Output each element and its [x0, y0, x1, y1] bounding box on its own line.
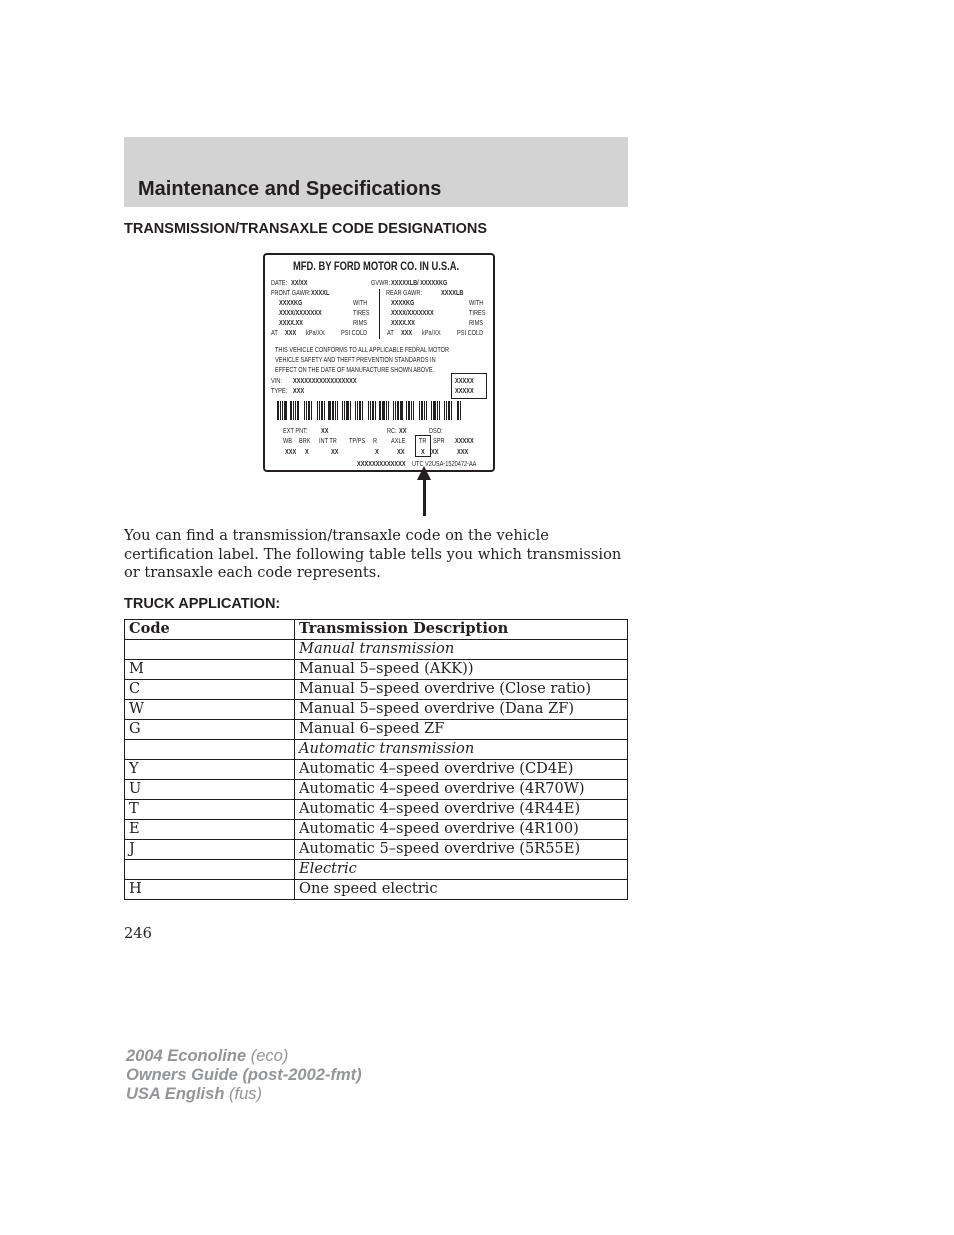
label-rc-label: RC: — [387, 426, 397, 435]
barcode-bar — [413, 401, 414, 420]
label-rear-psi-cold: PSI COLD — [457, 328, 484, 337]
footer-guide: Owners Guide (post-2002-fmt) — [126, 1066, 362, 1084]
table-cell-code: E — [125, 820, 295, 840]
label-code-brk: BRK — [299, 436, 311, 445]
barcode-bar — [328, 401, 331, 420]
table-cell-code: H — [125, 880, 295, 900]
label-value-axle: XX — [397, 447, 405, 456]
barcode-bar — [297, 401, 299, 420]
label-conformity-line-2: VEHICLE SAFETY AND THEFT PREVENTION STANDARDS IN — [275, 355, 436, 364]
table-row — [125, 780, 628, 800]
truck-application-heading: TRUCK APPLICATION: — [124, 596, 281, 612]
barcode-bar — [355, 401, 356, 420]
table-cell-code — [125, 860, 295, 880]
label-front-with: WITH — [353, 298, 368, 307]
label-front-kg: XXXXKG — [279, 298, 303, 307]
barcode-bar — [390, 401, 392, 420]
footer-line-2 — [126, 1066, 362, 1085]
document-footer — [126, 1047, 362, 1104]
transmission-code-table — [124, 619, 628, 900]
page-number: 246 — [124, 925, 152, 942]
barcode-bar — [370, 401, 371, 420]
barcode-bar — [439, 401, 440, 420]
barcode-bar — [359, 401, 361, 420]
label-value-xxxxx: XXX — [457, 447, 469, 456]
table-row — [125, 760, 628, 780]
label-type-value: XXX — [293, 386, 305, 395]
barcode-bar — [404, 401, 405, 420]
barcode-bar — [379, 401, 381, 420]
footer-line-3 — [126, 1085, 362, 1104]
barcode-bar — [437, 401, 438, 420]
table-cell-code: J — [125, 840, 295, 860]
label-value-r: X — [375, 447, 379, 456]
table-cell-description: Manual 5–speed (AKK)) — [295, 660, 628, 680]
label-rc-value: XX — [399, 426, 407, 435]
label-front-pressure: XXX — [285, 328, 297, 337]
label-rear-rims: RIMS — [469, 318, 484, 327]
table-row-category — [125, 740, 628, 760]
label-rear-gawr-label: REAR GAWR: — [386, 288, 422, 297]
table-cell-code: Y — [125, 760, 295, 780]
barcode-bar — [293, 401, 294, 420]
table-row — [125, 820, 628, 840]
table-cell-description: One speed electric — [295, 880, 628, 900]
label-conformity-line-3: EFFECT ON THE DATE OF MANUFACTURE SHOWN ABOVE. — [275, 365, 435, 374]
barcode-bar — [344, 401, 345, 420]
label-code-spr: SPR — [433, 436, 445, 445]
barcode-bar — [295, 401, 296, 420]
barcode-bar — [337, 401, 338, 420]
table-row — [125, 660, 628, 680]
label-value-tr: X — [421, 447, 425, 456]
label-barcode — [277, 401, 483, 420]
label-ext-pnt-label: EXT PNT: — [283, 426, 308, 435]
label-code-r: R — [373, 436, 378, 445]
table-row — [125, 680, 628, 700]
label-part-number: V2USA-1520472-AA — [425, 459, 477, 468]
pointer-arrow-shaft — [423, 478, 426, 516]
label-rear-tires: TIRES — [469, 308, 486, 317]
table-cell-code: G — [125, 720, 295, 740]
table-cell-code — [125, 740, 295, 760]
label-value-spr: XX — [431, 447, 439, 456]
table-row — [125, 720, 628, 740]
barcode-bar — [411, 401, 412, 420]
table-header-row — [125, 620, 628, 640]
label-rear-gawr-value: XXXXLB — [441, 288, 464, 297]
barcode-bar — [451, 401, 452, 420]
barcode-bar — [346, 401, 349, 420]
barcode-bar — [277, 401, 279, 420]
barcode-bar — [400, 401, 403, 420]
label-code-axle: AXLE — [391, 436, 406, 445]
label-front-psi-cold: PSI COLD — [341, 328, 368, 337]
label-vin-label: VIN: — [271, 376, 282, 385]
table-cell-description: Manual 5–speed overdrive (Dana ZF) — [295, 700, 628, 720]
barcode-bar — [311, 401, 312, 420]
label-gvwr-value: XXXXXLB/ XXXXXKG — [391, 278, 448, 287]
table-row-category — [125, 860, 628, 880]
barcode-bar — [444, 401, 445, 420]
barcode-bar — [408, 401, 410, 420]
barcode-bar — [326, 401, 327, 420]
label-title: MFD. BY FORD MOTOR CO. IN U.S.A. — [293, 259, 460, 273]
table-cell-description: Automatic 4–speed overdrive (4R100) — [295, 820, 628, 840]
barcode-bar — [393, 401, 394, 420]
table-cell-category: Automatic transmission — [295, 740, 628, 760]
footer-model-code: (eco) — [250, 1047, 289, 1065]
table-cell-description: Automatic 4–speed overdrive (4R70W) — [295, 780, 628, 800]
label-type-label: TYPE: — [271, 386, 288, 395]
barcode-bar — [421, 401, 423, 420]
barcode-bar — [319, 401, 320, 420]
barcode-bar — [446, 401, 447, 420]
barcode-bar — [419, 401, 420, 420]
table-cell-description: Manual 5–speed overdrive (Close ratio) — [295, 680, 628, 700]
label-front-tire: XXXX/XXXXXXX — [279, 308, 322, 317]
barcode-bar — [317, 401, 318, 420]
table-cell-code: C — [125, 680, 295, 700]
section-header-band — [124, 137, 628, 207]
footer-line-1 — [126, 1047, 362, 1066]
barcode-bar — [377, 401, 378, 420]
table-cell-category: Electric — [295, 860, 628, 880]
barcode-bar — [335, 401, 336, 420]
label-utc: UTC — [412, 459, 424, 468]
label-code-int-tr: INT TR — [319, 436, 337, 445]
barcode-bar — [290, 401, 292, 420]
table-cell-description: Automatic 4–speed overdrive (4R44E) — [295, 800, 628, 820]
barcode-bar — [313, 401, 316, 420]
table-cell-code — [125, 640, 295, 660]
table-cell-description: Automatic 5–speed overdrive (5R55E) — [295, 840, 628, 860]
label-dso-label: DSO: — [429, 426, 443, 435]
label-conformity-line-1: THIS VEHICLE CONFORMS TO ALL APPLICABLE FEDRAL MOTOR — [275, 345, 450, 354]
table-cell-code: U — [125, 780, 295, 800]
barcode-bar — [372, 401, 374, 420]
label-rear-rim: XXXX.XX — [391, 318, 415, 327]
label-vin-value: XXXXXXXXXXXXXXXXX — [293, 376, 357, 385]
label-value-brk: X — [305, 447, 309, 456]
label-ext-pnt-value: XX — [321, 426, 329, 435]
label-date-label: DATE: — [271, 278, 288, 287]
barcode-bar — [342, 401, 343, 420]
barcode-bar — [386, 401, 387, 420]
barcode-bar — [460, 401, 461, 420]
barcode-bar — [431, 401, 432, 420]
table-row — [125, 700, 628, 720]
barcode-bar — [388, 401, 389, 420]
barcode-bar — [352, 401, 354, 420]
barcode-bar — [424, 401, 425, 420]
page-title: Maintenance and Specifications — [138, 178, 442, 200]
barcode-bar — [288, 401, 289, 420]
label-front-rims: RIMS — [353, 318, 368, 327]
barcode-bar — [433, 401, 436, 420]
label-front-gawr-label: FRONT GAWR: — [271, 288, 311, 297]
barcode-bar — [306, 401, 307, 420]
barcode-bar — [375, 401, 376, 420]
label-code-wb: WB — [283, 436, 293, 445]
barcode-bar — [357, 401, 358, 420]
label-front-tires: TIRES — [353, 308, 370, 317]
label-rear-pressure: XXX — [401, 328, 413, 337]
label-code-tr: TR — [419, 436, 427, 445]
table-cell-code: M — [125, 660, 295, 680]
label-rear-kpa: kPa/XX — [422, 328, 441, 337]
barcode-bar — [382, 401, 385, 420]
label-divider — [379, 289, 380, 339]
table-cell-description: Manual 6–speed ZF — [295, 720, 628, 740]
table-cell-code: T — [125, 800, 295, 820]
barcode-bar — [300, 401, 303, 420]
barcode-bar — [284, 401, 287, 420]
barcode-bar — [395, 401, 396, 420]
footer-language-code: (fus) — [229, 1085, 262, 1103]
barcode-bar — [368, 401, 369, 420]
table-row — [125, 800, 628, 820]
table-row-category — [125, 640, 628, 660]
barcode-bar — [350, 401, 351, 420]
column-header-description: Transmission Description — [295, 620, 628, 640]
barcode-bar — [428, 401, 430, 420]
label-code-xxxxx: XXXXX — [455, 436, 474, 445]
label-value-wb: XXX — [285, 447, 297, 456]
label-front-kpa: kPa/XX — [306, 328, 325, 337]
label-bottom-code: XXXXXXXXXXXXX — [357, 459, 406, 468]
barcode-bar — [406, 401, 407, 420]
barcode-bar — [362, 401, 363, 420]
footer-language: USA English — [126, 1085, 225, 1103]
barcode-bar — [282, 401, 283, 420]
footer-model: 2004 Econoline — [126, 1047, 247, 1065]
barcode-bar — [441, 401, 443, 420]
table-cell-code: W — [125, 700, 295, 720]
label-front-gawr-value: XXXXL — [311, 288, 330, 297]
barcode-bar — [324, 401, 325, 420]
barcode-bar — [453, 401, 456, 420]
label-gvwr-label: GVWR: — [371, 278, 391, 287]
table-row — [125, 880, 628, 900]
label-rear-at: AT — [387, 328, 394, 337]
label-rear-tire: XXXX/XXXXXXX — [391, 308, 434, 317]
label-front-at: AT — [271, 328, 278, 337]
barcode-bar — [364, 401, 367, 420]
table-cell-description: Automatic 4–speed overdrive (CD4E) — [295, 760, 628, 780]
barcode-bar — [415, 401, 418, 420]
label-rear-with: WITH — [469, 298, 484, 307]
barcode-bar — [426, 401, 427, 420]
label-rear-kg: XXXXKG — [391, 298, 415, 307]
column-header-code: Code — [125, 620, 295, 640]
barcode-bar — [308, 401, 310, 420]
table-row — [125, 840, 628, 860]
barcode-bar — [457, 401, 459, 420]
label-code-tpps: TP/PS — [349, 436, 366, 445]
label-value-int-tr: XX — [331, 447, 339, 456]
barcode-bar — [321, 401, 323, 420]
intro-paragraph: You can find a transmission/transaxle code on the vehicle certification label. The following table tells you which transmission or transaxle each code represents. — [124, 527, 622, 581]
section-heading: TRANSMISSION/TRANSAXLE CODE DESIGNATIONS — [124, 221, 488, 237]
barcode-bar — [304, 401, 305, 420]
label-front-rim: XXXX.XX — [279, 318, 303, 327]
table-cell-category: Manual transmission — [295, 640, 628, 660]
label-date-value: XX/XX — [291, 278, 308, 287]
barcode-bar — [448, 401, 450, 420]
label-box-value-2: XXXXX — [455, 386, 474, 395]
certification-label-figure — [263, 253, 495, 472]
label-box-value-1: XXXXX — [455, 376, 474, 385]
barcode-bar — [339, 401, 341, 420]
barcode-bar — [332, 401, 334, 420]
barcode-bar — [397, 401, 399, 420]
barcode-bar — [280, 401, 281, 420]
